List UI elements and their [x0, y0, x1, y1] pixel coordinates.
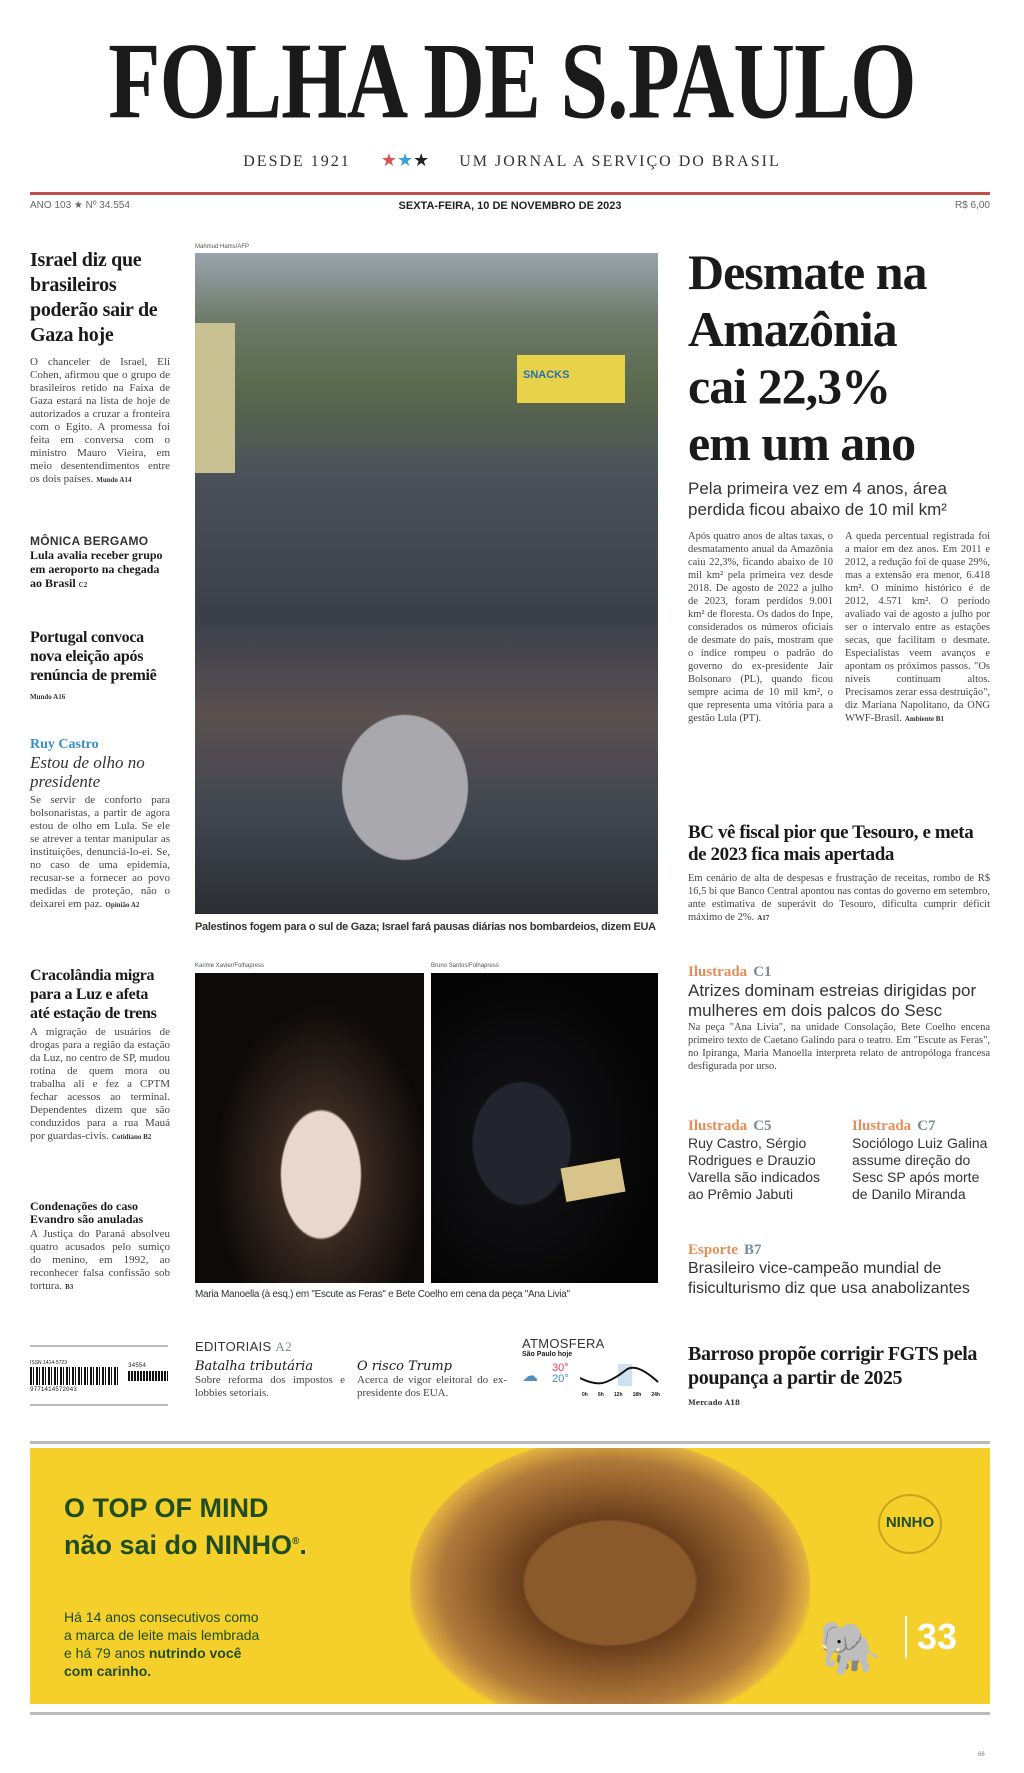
body: Se servir de conforto para bolsonaristas, a partir de agora estou de olho em Lula. Se ele se atrever a tentar manipular as instituições, denunciá-lo-ei. Se, no caso de uma epidemia, recusar-se a fornecer ao povo medidas de proteção, não o deixarei em paz. Opinião A2 — [30, 794, 170, 910]
label: EDITORIAIS — [195, 1339, 272, 1354]
photo-credit: Mahmud Hams/AFP — [195, 244, 250, 250]
body-col-2: A queda percentual registrada foi a maior em dez anos. Em 2011 e 2012, a redução foi de quase 29%, mas a extensão era menor, 6.418 km². O mínimo histórico é de 2012, 4.571 km². O período avaliado vai de agosto a julho por ser o intervalo entre as estações secas, que facilitam o desmate. Especialistas veem avanços e apontam os próximos passos. "Os níveis continuam altos. Precisamos zerar essa destruição", diz Mariana Napolitano, da ONG WWF-Brasil. Ambiente B1 — [845, 531, 990, 724]
divider — [30, 1345, 168, 1347]
body: Na peça "Ana Livia", na unidade Consolação, Bete Coelho encena primeiro texto de Caetano Galindo para o teatro. Em "Escute as Feras", no Ipiranga, Maria Manoella interpreta relato de antropóloga francesa desfigurada por urso. — [688, 1022, 990, 1072]
billboard: SNACKS — [517, 355, 625, 403]
divider — [30, 1441, 990, 1444]
headline[interactable]: Portugal convoca nova eleição após renúncia de premiê — [30, 629, 157, 684]
author: Ruy Castro — [30, 737, 99, 752]
body: O chanceler de Israel, Eli Cohen, afirmou que o grupo de brasileiros retido na Faixa de Gaza estará na lista de hoje de autorizados a cruzar a fronteira com o Egito. A promessa foi feita em conversa com o ministro Mauro Vieira, em meio desentendimentos entre os dois países. Mundo A14 — [30, 356, 170, 485]
page-number: 66 — [978, 1752, 985, 1758]
banner — [195, 323, 235, 473]
weather — [522, 1336, 662, 1411]
kicker: MÔNICA BERGAMO — [30, 534, 149, 548]
story-bc[interactable] — [688, 822, 990, 925]
headline[interactable]: Lula avalia receber grupo em aeroporto na chegada ao Brasil C2 — [30, 548, 163, 590]
book — [561, 1158, 626, 1202]
temp-min: 20° — [552, 1373, 569, 1385]
ad-body: Há 14 anos consecutivos como a marca de leite mais lembrada e há 79 anos nutrindo você com carinho. — [64, 1609, 260, 1679]
partly-cloudy-icon: ☁ — [522, 1366, 538, 1385]
city: São Paulo hoje — [522, 1351, 573, 1358]
story-portugal[interactable] — [30, 628, 170, 701]
ref: Mundo A16 — [30, 693, 66, 701]
body: Em cenário de alta de despesas e frustração de receitas, rombo de R$ 16,5 bi que Banco Central apontou nas contas do governo em setembro, ante estimativa de superávit do Tesouro, dificulta cumprir déficit máximo de 2%. A17 — [688, 873, 990, 923]
main-photo-gaza[interactable] — [195, 253, 658, 914]
masthead-title: FOLHA DE S.PAULO — [108, 21, 916, 142]
story-ilustrada-c1[interactable] — [688, 964, 990, 1073]
photo-escute-as-feras[interactable] — [195, 973, 424, 1283]
temperature-curve — [580, 1364, 660, 1388]
hour-axis: 0h 6h 12h 18h 24h — [582, 1392, 660, 1398]
story-evandro[interactable] — [30, 1200, 170, 1294]
headline[interactable]: Cracolândia migra para a Luz e afeta até estação de trens — [30, 967, 157, 1022]
star-icon: ★ — [413, 150, 430, 170]
main-photo-caption: Palestinos fogem para o sul de Gaza; Israel fará pausas diárias nos bombardeios, dizem EUA — [195, 921, 656, 933]
headline[interactable]: Brasileiro vice-campeão mundial de fisiculturismo diz que usa anabolizantes — [688, 1260, 970, 1297]
header-divider — [30, 192, 990, 195]
label: ATMOSFERA — [522, 1336, 605, 1351]
since: DESDE 1921 — [243, 153, 351, 170]
body-col-1: Após quatro anos de altas taxas, o desmatamento anual da Amazônia caiu 22,3%, ficando abaixo de 10 mil km² pela primeira vez desde 2018. De agosto de 2022 a julho de 2023, foram perdidos 9.001 km² de floresta. Os dados do Inpe, considerados os números oficiais de desmate do país, mostram que o índice rompeu o padrão do governo do ex-presidente Jair Bolsonaro (PL), quando ficou sempre acima de 10 mil km², o que representa uma vitória para a gestão Lula (PT). — [688, 531, 833, 724]
divider — [30, 1712, 990, 1715]
headline[interactable]: Sociólogo Luiz Galina assume direção do Sesc SP após morte de Danilo Miranda — [852, 1135, 988, 1202]
ninho-logo: NINHO — [878, 1494, 942, 1554]
headline[interactable]: Barroso propõe corrigir FGTS pela poupança a partir de 2025 — [688, 1343, 978, 1389]
story-ilustrada-c5[interactable]: Ilustrada C5 Ruy Castro, Sérgio Rodrigues e Drauzio Varella são indicados ao Prêmio Jabuti — [688, 1118, 833, 1203]
page: A2 — [275, 1339, 292, 1354]
story-bergamo[interactable] — [30, 534, 170, 592]
tagline — [0, 150, 1024, 171]
divider — [30, 1404, 168, 1406]
ref: Mercado A18 — [688, 1398, 740, 1407]
subhead: Pela primeira vez em 4 anos, área perdida ficou abaixo de 10 mil km² — [688, 479, 947, 519]
edition-info — [30, 200, 990, 216]
editorial-item[interactable]: Batalha tributária Sobre reforma dos impostos e lobbies setoriais. — [195, 1359, 345, 1399]
title[interactable]: Estou de olho no presidente — [30, 753, 145, 791]
family-photo — [410, 1448, 810, 1704]
motto: UM JORNAL A SERVIÇO DO BRASIL — [459, 153, 781, 170]
headline[interactable]: Atrizes dominam estreias dirigidas por mulheres em dois palcos do Sesc — [688, 981, 977, 1020]
ad-headline: O TOP OF MIND não sai do NINHO®. — [64, 1493, 307, 1560]
headline[interactable]: BC vê fiscal pior que Tesouro, e meta de 2023 fica mais apertada — [688, 822, 974, 865]
photos-caption: Maria Manoella (à esq.) em "Escute as Feras" e Bete Coelho em cena da peça "Ana Livia" — [195, 1289, 570, 1300]
crowd-figure — [295, 703, 515, 914]
section-label: Ilustrada C1 — [688, 964, 772, 980]
elephant-icon: 🐘 — [818, 1620, 883, 1678]
photo-ana-livia[interactable] — [431, 973, 658, 1283]
headline[interactable]: Condenações do caso Evandro são anuladas — [30, 1199, 144, 1226]
lead-story[interactable] — [688, 244, 990, 726]
anniversary: 33 — [905, 1616, 957, 1658]
ninho-advertisement[interactable] — [30, 1448, 990, 1704]
headline[interactable]: Ruy Castro, Sérgio Rodrigues e Drauzio Varella são indicados ao Prêmio Jabuti — [688, 1135, 821, 1202]
column-ruy-castro[interactable] — [30, 737, 170, 912]
temp-max: 30° — [552, 1362, 569, 1374]
editorial-item[interactable]: O risco Trump Acerca de vigor eleitoral do ex-presidente dos EUA. — [357, 1359, 507, 1399]
photo-credit: Karime Xavier/Folhapress — [195, 963, 265, 969]
story-ilustrada-c7[interactable]: Ilustrada C7 Sociólogo Luiz Galina assume direção do Sesc SP após morte de Danilo Miranda — [852, 1118, 992, 1203]
star-icon: ★ — [396, 150, 414, 170]
photo-credit: Bruno Santos/Folhapress — [431, 963, 499, 969]
editoriais — [195, 1339, 515, 1400]
story-israel[interactable] — [30, 248, 170, 487]
story-cracolandia[interactable] — [30, 966, 170, 1144]
edition: ANO 103 ★ Nº 34.554 — [30, 200, 130, 211]
headline[interactable]: Desmate na Amazônia cai 22,3% em um ano — [688, 244, 927, 471]
star-icon: ★ — [380, 150, 397, 170]
story-barroso[interactable] — [688, 1342, 990, 1407]
headline[interactable]: Israel diz que brasileiros poderão sair de Gaza hoje — [30, 249, 158, 346]
story-esporte[interactable]: Esporte B7 Brasileiro vice-campeão mundial de fisiculturismo diz que usa anabolizantes — [688, 1242, 990, 1299]
barcode: ISSN 1414-5723 9771414572043 34554 — [30, 1360, 168, 1394]
price: R$ 6,00 — [954, 200, 990, 211]
body: A migração de usuários de drogas para a região da estação da Luz, no centro de SP, mudou rotina de quem mora ou trabalha ali e fez a CPTM fechar acessos ao terminal. Dependentes dizem que são conduzidos para a rua Mauá por guardas-civis. Cotidiano B2 — [30, 1026, 170, 1142]
body: A Justiça do Paraná absolveu quatro acusados pelo sumiço do menino, em 1992, ao reconhecer falsa confissão sob tortura. B3 — [30, 1228, 170, 1292]
date: SEXTA-FEIRA, 10 DE NOVEMBRO DE 2023 — [398, 200, 622, 212]
